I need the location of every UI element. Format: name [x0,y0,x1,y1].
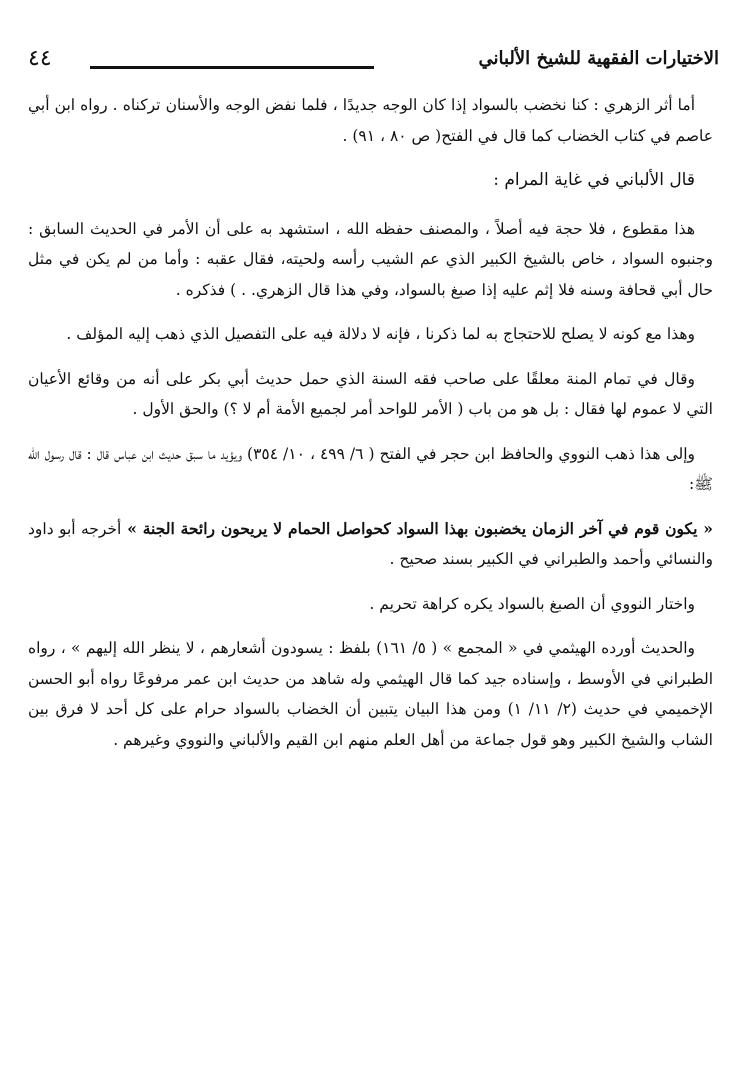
page-header [22,44,719,76]
paragraph-haythami: والحديث أورده الهيثمي في « المجمع » ( ٥/ ١٦١) بلفظ : يسودون أشعارهم ، لا ينظر الله إليهم » ، رواه الطبراني في الأوسط ، وإسناده جيد كما قال الهيثمي وله شاهد من حديث ابن عمر مرفوعًا رواه أبو الحسن الإخميمي في حديث (٢/ ١١/ ١) ومن هذا البيان يتبين أن الخضاب بالسواد حرام على كل أحد لا فرق بين الشاب والشيخ الكبير وهو قول جماعة من أهل العلم منهم ابن القيم والألباني والنووي وغيرهم . [28,639,713,749]
paragraph-tamam-al-minna: وقال في تمام المنة معلقًا على صاحب فقه السنة الذي حمل حديث أبي بكر على أنه من وقائع الأعيان التي لا عموم لها فقال : بل هو من باب ( الأمر للواحد أمر لجميع الأمة أم لا ؟) والحق الأول . [28,369,713,418]
paragraph-zuhri: أما أثر الزهري : كنا نخضب بالسواد إذا كان الوجه جديدًا ، فلما نفض الوجه والأسنان تركناه . رواه ابن أبي عاصم في كتاب الخضاب كما قال في الفتح( ص ٨٠ ، ٩١) . [28,96,713,145]
paragraph-tafsil: وهذا مع كونه لا يصلح للاحتجاج به لما ذكرنا ، فإنه لا دلالة فيه على التفصيل الذي ذهب إليه المؤلف . [66,325,695,343]
hadith-text: « يكون قوم في آخر الزمان يخضبون بهذا السواد كحواصل الحمام لا يريحون رائحة الجنة » [127,518,713,538]
header-rule [90,66,374,69]
paragraph-karaha: واختار النووي أن الصبغ بالسواد يكره كراهة تحريم . [369,594,695,613]
running-title: الاختيارات الفقهية للشيخ الألباني [478,48,719,69]
hadith-source: أخرجه أبو داود والنسائي وأحمد والطبراني في الكبير بسند صحيح . [28,519,713,568]
hadith-quote [28,514,713,575]
paragraph-maqtu: هذا مقطوع ، فلا حجة فيه أصلاً ، والمصنف حفظه الله ، استشهد به على أن الأمر في الحديث السابق : وجنبوه السواد ، خاص بالشيخ الكبير الذي عم الشيب رأسه ولحيته، فقال عقبه : وأما من لم يكن في مثل حال أبي قحافة وسنه فلا إثم عليه إذا صبغ بالسواد، وفي هذا قال الزهري. . ) فذكره . [28,219,713,299]
paragraph-albani-heading: قال الألباني في غاية المرام : [493,170,695,190]
paragraph-nawawi: وإلى هذا ذهب النووي والحافظ ابن حجر في الفتح ( ٦/ ٤٩٩ ، ١٠/ ٣٥٤) ويؤيد ما سبق حديث ابن عباس قال : قال رسول الله ﷺ: [28,444,713,493]
page-body [28,90,713,769]
page-number: ٤٤ [28,46,52,71]
